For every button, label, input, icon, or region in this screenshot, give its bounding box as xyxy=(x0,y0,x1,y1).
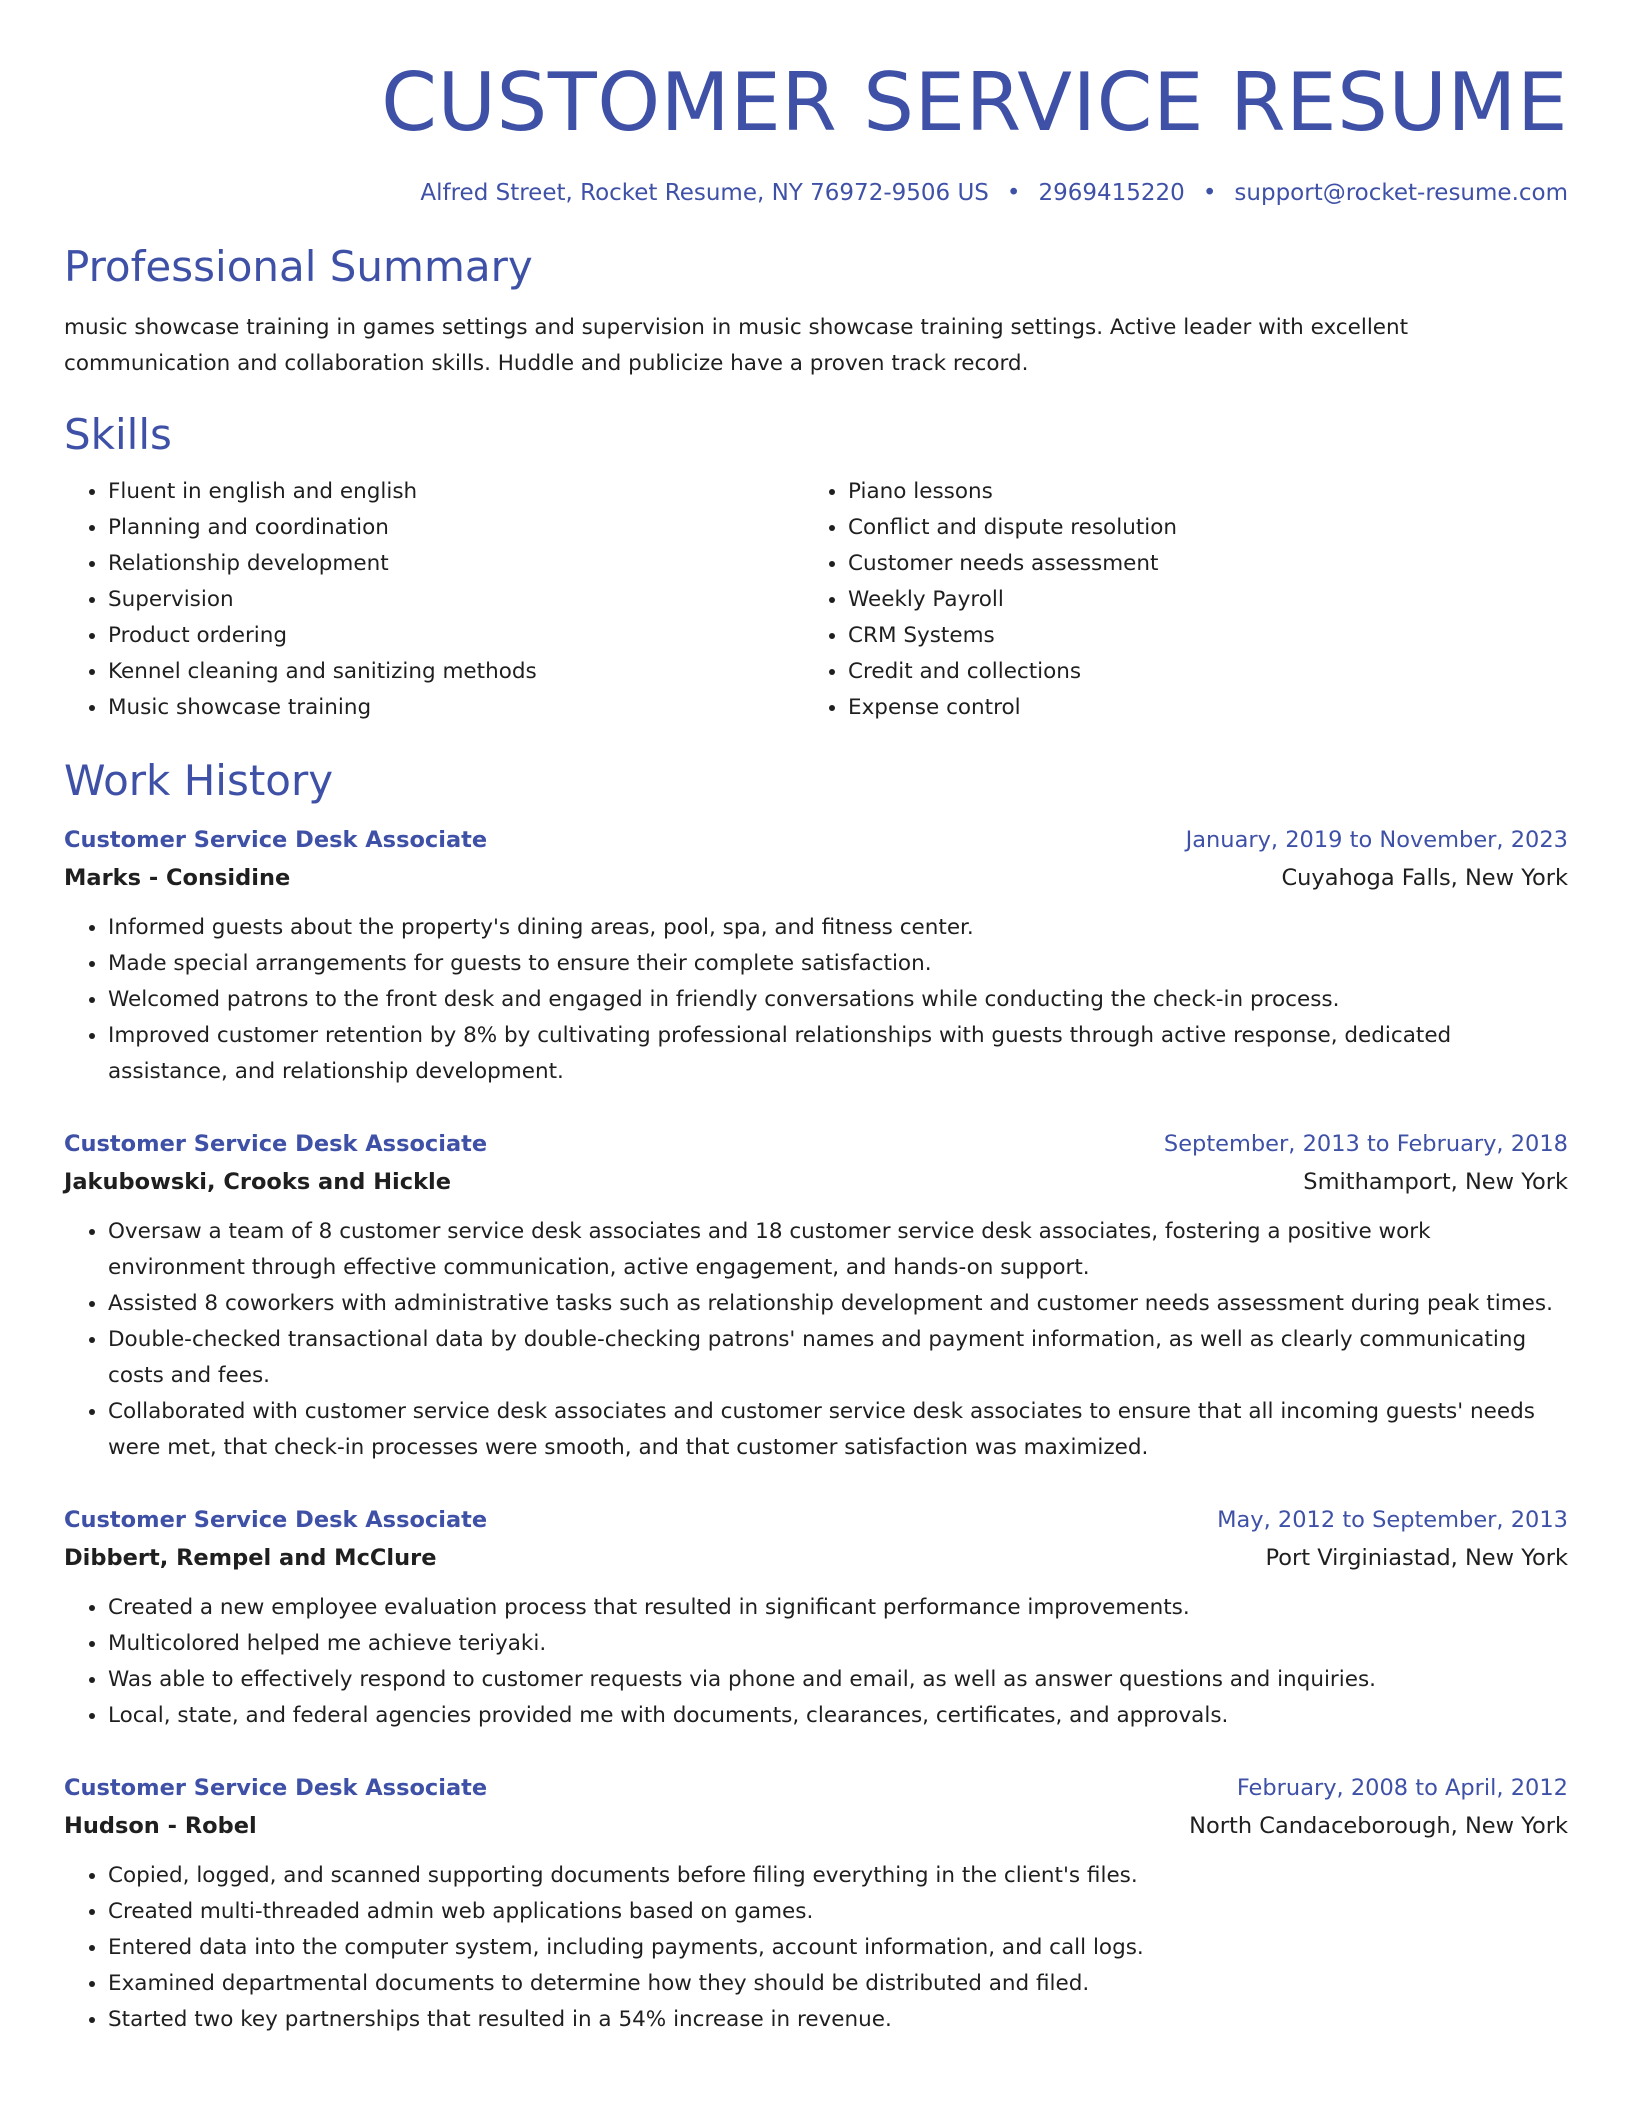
skill-item: • CRM Systems xyxy=(848,618,1544,654)
skill-item: • Conflict and dispute resolution xyxy=(848,510,1544,546)
job-company-row xyxy=(64,1538,1568,1578)
job-bullet: • Assisted 8 coworkers with administrative tasks such as relationship development and customer needs assessment during peak times. xyxy=(108,1286,1568,1322)
job-dates: September, 2013 to February, 2018 xyxy=(1163,1131,1568,1157)
skill-item: • Weekly Payroll xyxy=(848,582,1544,618)
job-bullet: • Created multi-threaded admin web applications based on games. xyxy=(108,1894,1568,1930)
resume-title: CUSTOMER SERVICE RESUME xyxy=(381,56,1568,149)
job-bullet: • Double-checked transactional data by double-checking patrons' names and payment information, as well as clearly communicating costs and fees. xyxy=(108,1322,1568,1394)
work-history-heading: Work History xyxy=(64,756,334,805)
job-title-row xyxy=(64,822,1568,858)
skill-item: • Credit and collections xyxy=(848,654,1544,690)
skill-item: • Supervision xyxy=(108,582,804,618)
job-bullet: • Oversaw a team of 8 customer service desk associates and 18 customer service desk associates, fostering a positive work environment through effective communication, active engagement, and hands-on support. xyxy=(108,1214,1568,1286)
job-entry xyxy=(64,822,1568,1090)
job-company-row xyxy=(64,858,1568,898)
contact-email: support@rocket-resume.com xyxy=(1234,180,1568,206)
professional-summary-heading: Professional Summary xyxy=(64,242,533,291)
professional-summary-text: music showcase training in games settings and supervision in music showcase training settings. Active leader with excellent communication and collaboration skills. Huddle and publicize have a proven track record. xyxy=(64,315,1409,376)
job-bullet: • Started two key partnerships that resulted in a 54% increase in revenue. xyxy=(108,2002,1568,2038)
job-title: Customer Service Desk Associate xyxy=(64,1507,488,1533)
job-company: Marks - Considine xyxy=(64,865,291,891)
job-dates: February, 2008 to April, 2012 xyxy=(1236,1775,1568,1801)
skill-item: • Planning and coordination xyxy=(108,510,804,546)
job-entry xyxy=(64,1126,1568,1466)
job-bullet-list xyxy=(64,1858,1568,2038)
contact-line xyxy=(64,178,1568,208)
job-bullet: • Multicolored helped me achieve teriyaki. xyxy=(108,1626,1568,1662)
job-company: Dibbert, Rempel and McClure xyxy=(64,1545,437,1571)
job-bullet: • Created a new employee evaluation process that resulted in significant performance improvements. xyxy=(108,1590,1568,1626)
contact-address: Alfred Street, Rocket Resume, NY 76972-9506 US xyxy=(420,180,989,206)
job-title: Customer Service Desk Associate xyxy=(64,827,488,853)
job-company-row xyxy=(64,1162,1568,1202)
skill-item: • Relationship development xyxy=(108,546,804,582)
job-bullet: • Improved customer retention by 8% by cultivating professional relationships with guests through active response, dedicated assistance, and relationship development. xyxy=(108,1018,1568,1090)
contact-separator: • xyxy=(1202,180,1217,206)
job-bullet: • Local, state, and federal agencies provided me with documents, clearances, certificates, and approvals. xyxy=(108,1698,1568,1734)
job-dates: May, 2012 to September, 2013 xyxy=(1217,1507,1568,1533)
contact-separator: • xyxy=(1006,180,1021,206)
job-entry xyxy=(64,1770,1568,2038)
job-bullet: • Collaborated with customer service desk associates and customer service desk associates to ensure that all incoming guests' needs were met, that check-in processes were smooth, and that customer satisfaction was maximized. xyxy=(108,1394,1568,1466)
job-bullet: • Entered data into the computer system, including payments, account information, and call logs. xyxy=(108,1930,1568,1966)
skill-item: • Product ordering xyxy=(108,618,804,654)
job-title: Customer Service Desk Associate xyxy=(64,1131,488,1157)
job-company: Hudson - Robel xyxy=(64,1813,257,1839)
skill-item: • Expense control xyxy=(848,690,1544,726)
job-bullet: • Was able to effectively respond to customer requests via phone and email, as well as answer questions and inquiries. xyxy=(108,1662,1568,1698)
job-title: Customer Service Desk Associate xyxy=(64,1775,488,1801)
skills-heading: Skills xyxy=(64,410,172,459)
skill-item: • Music showcase training xyxy=(108,690,804,726)
job-company-row xyxy=(64,1806,1568,1846)
job-title-row xyxy=(64,1126,1568,1162)
skills-section xyxy=(64,410,1568,726)
skills-list-right xyxy=(804,474,1544,726)
skills-list-left xyxy=(64,474,804,726)
job-title-row xyxy=(64,1770,1568,1806)
skills-grid xyxy=(64,474,1568,726)
job-bullet: • Welcomed patrons to the front desk and engaged in friendly conversations while conducting the check-in process. xyxy=(108,982,1568,1018)
job-location: North Candaceborough, New York xyxy=(1189,1813,1568,1839)
skill-item: • Customer needs assessment xyxy=(848,546,1544,582)
skill-item: • Fluent in english and english xyxy=(108,474,804,510)
job-bullet: • Copied, logged, and scanned supporting documents before filing everything in the client's files. xyxy=(108,1858,1568,1894)
skill-item: • Kennel cleaning and sanitizing methods xyxy=(108,654,804,690)
job-company: Jakubowski, Crooks and Hickle xyxy=(64,1169,452,1195)
job-dates: January, 2019 to November, 2023 xyxy=(1185,827,1568,853)
skill-item: • Piano lessons xyxy=(848,474,1544,510)
job-bullet: • Made special arrangements for guests to ensure their complete satisfaction. xyxy=(108,946,1568,982)
professional-summary-section xyxy=(64,242,1568,382)
resume-header xyxy=(64,54,1568,208)
job-bullet-list xyxy=(64,1590,1568,1734)
work-history-section xyxy=(64,756,1568,2038)
job-bullet: • Examined departmental documents to determine how they should be distributed and filed. xyxy=(108,1966,1568,2002)
job-location: Smithamport, New York xyxy=(1303,1169,1568,1195)
job-bullet: • Informed guests about the property's dining areas, pool, spa, and fitness center. xyxy=(108,910,1568,946)
job-title-row xyxy=(64,1502,1568,1538)
job-entry xyxy=(64,1502,1568,1734)
job-location: Port Virginiastad, New York xyxy=(1265,1545,1568,1571)
job-bullet-list xyxy=(64,910,1568,1090)
job-location: Cuyahoga Falls, New York xyxy=(1281,865,1568,891)
contact-phone: 2969415220 xyxy=(1038,180,1185,206)
job-bullet-list xyxy=(64,1214,1568,1466)
